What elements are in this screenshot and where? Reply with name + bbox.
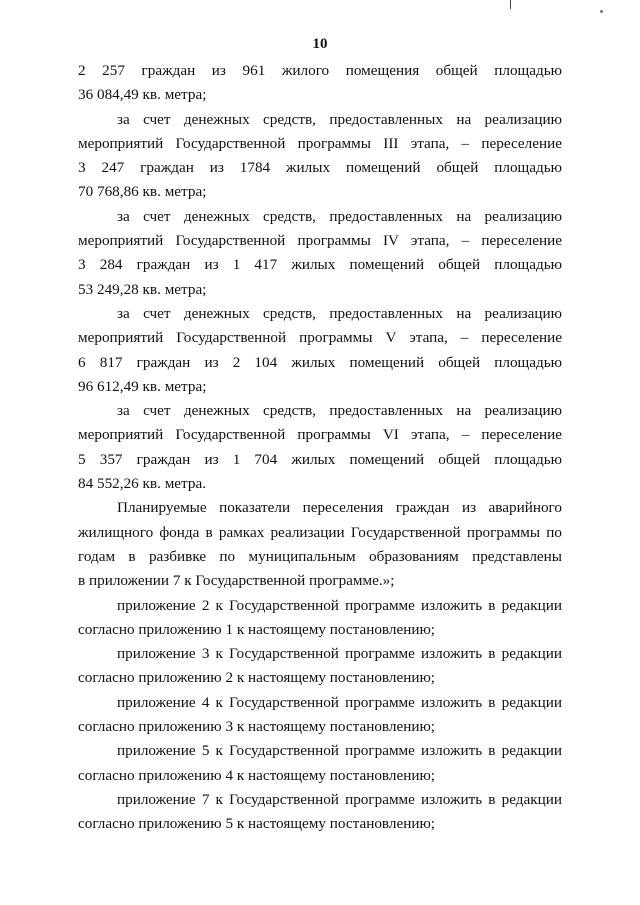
text-line: согласно приложению 5 к настоящему постановлению; — [78, 815, 436, 833]
text-line: 84 552,26 кв. метра. — [78, 475, 206, 493]
text-line: приложение 4 к Государственной программе изложить в редакции — [117, 693, 562, 711]
text-line: согласно приложению 4 к настоящему постановлению; — [78, 766, 436, 784]
text-line: за счет денежных средств, предоставленных на реализацию — [117, 304, 562, 322]
paragraph-stage-2-tail — [78, 59, 562, 108]
text-line: 36 084,49 кв. метра; — [78, 86, 207, 104]
paragraph-appendix-3 — [78, 642, 562, 691]
text-line: за счет денежных средств, предоставленных на реализацию — [117, 207, 562, 225]
text-line: Планируемые показатели переселения граждан из аварийного — [117, 499, 562, 517]
text-line: мероприятий Государственной программы VI этапа, – переселение — [78, 426, 562, 444]
text-line: за счет денежных средств, предоставленных на реализацию — [117, 402, 562, 420]
text-line: согласно приложению 3 к настоящему постановлению; — [78, 718, 436, 736]
text-line: приложение 2 к Государственной программе изложить в редакции — [117, 596, 562, 614]
text-line: мероприятий Государственной программы IV этапа, – переселение — [78, 232, 562, 250]
text-line: 96 612,49 кв. метра; — [78, 377, 207, 395]
text-line: жилищного фонда в рамках реализации Государственной программы по — [78, 523, 562, 541]
text-line: 3 247 граждан из 1784 жилых помещений общей площадью — [78, 159, 562, 177]
text-line: 70 768,86 кв. метра; — [78, 183, 207, 201]
paragraph-stage-3 — [78, 108, 562, 205]
text-line: мероприятий Государственной программы III этапа, – переселение — [78, 134, 562, 152]
text-line: 53 249,28 кв. метра; — [78, 280, 207, 298]
text-line: мероприятий Государственной программы V этапа, – переселение — [78, 329, 562, 347]
paragraph-planned-indicators — [78, 496, 562, 593]
text-line: приложение 5 к Государственной программе изложить в редакции — [117, 742, 562, 760]
text-line: годам в разбивке по муниципальным образованиям представлены — [78, 547, 562, 565]
text-line: 5 357 граждан из 1 704 жилых помещений общей площадью — [78, 450, 562, 468]
paragraph-stage-6 — [78, 399, 562, 496]
document-body — [78, 59, 562, 837]
text-line: в приложении 7 к Государственной программе.»; — [78, 572, 395, 590]
text-line: согласно приложению 1 к настоящему постановлению; — [78, 620, 436, 638]
text-line: приложение 7 к Государственной программе изложить в редакции — [117, 790, 562, 808]
paragraph-appendix-4 — [78, 691, 562, 740]
scan-artifact-dot — [600, 10, 603, 13]
paragraph-appendix-2 — [78, 594, 562, 643]
paragraph-appendix-7 — [78, 788, 562, 837]
paragraph-appendix-5 — [78, 739, 562, 788]
text-line: 6 817 граждан из 2 104 жилых помещений общей площадью — [78, 353, 562, 371]
paragraph-stage-5 — [78, 302, 562, 399]
scan-artifact-mark — [510, 0, 511, 9]
paragraph-stage-4 — [78, 205, 562, 302]
text-line: согласно приложению 2 к настоящему постановлению; — [78, 669, 436, 687]
page-number: 10 — [312, 36, 328, 52]
text-line: 2 257 граждан из 961 жилого помещения общей площадью — [78, 62, 562, 79]
text-line: приложение 3 к Государственной программе изложить в редакции — [117, 645, 562, 663]
text-line: за счет денежных средств, предоставленных на реализацию — [117, 110, 562, 128]
text-line: 3 284 граждан из 1 417 жилых помещений общей площадью — [78, 256, 562, 274]
